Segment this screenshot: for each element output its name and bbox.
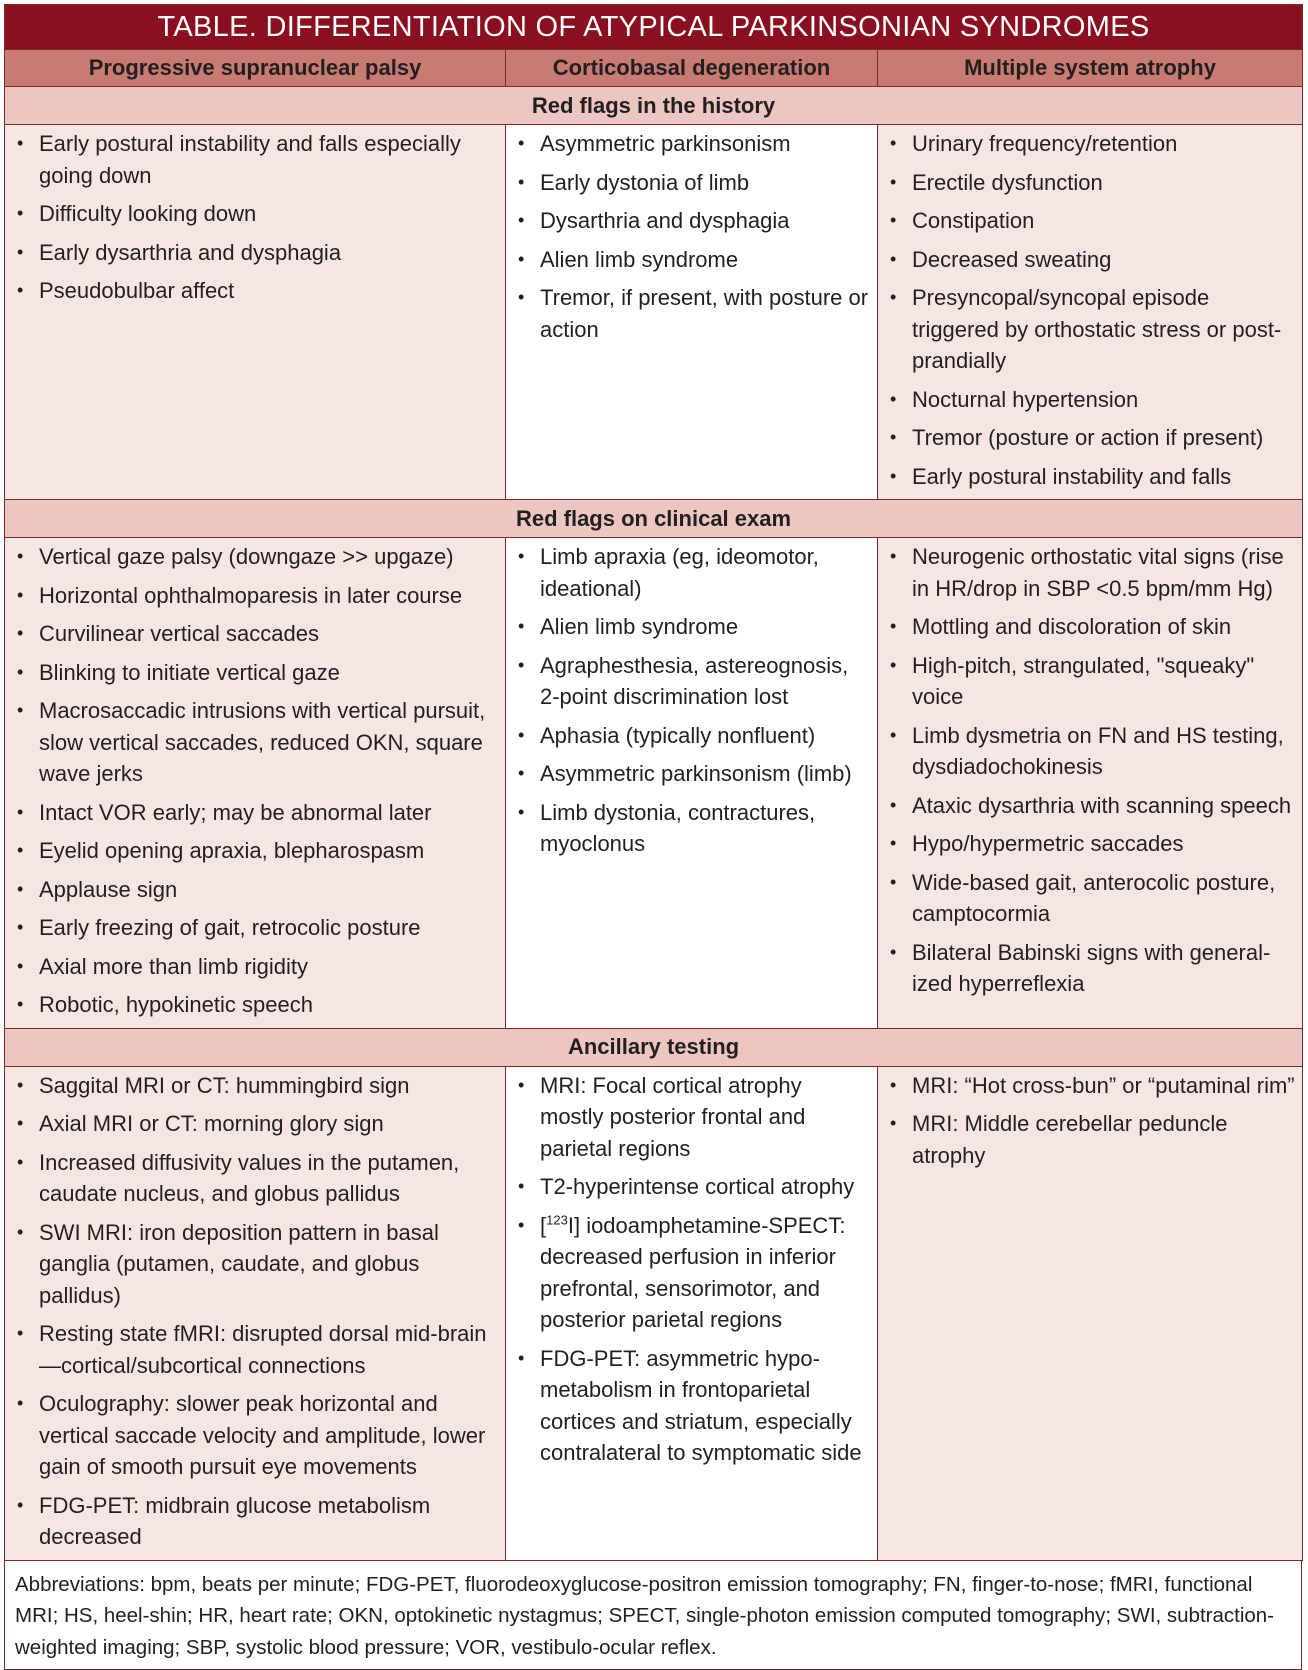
bullet-icon: • xyxy=(17,128,23,160)
bullet-icon: • xyxy=(17,618,23,650)
list-item-text: Urinary frequency/retention xyxy=(912,131,1177,156)
list-item xyxy=(886,720,1296,783)
bullet-icon: • xyxy=(890,937,896,969)
list-item-text: Ataxic dysarthria with scanning speech xyxy=(912,793,1291,818)
list-item xyxy=(514,244,871,276)
list-item-text: Macrosaccadic intrusions with vertical pursuit, slow vertical saccades, reduced OKN, square wave jerks xyxy=(39,698,485,786)
list-item-text: Early dysarthria and dysphagia xyxy=(39,240,341,265)
list-item xyxy=(886,790,1296,822)
bullet-icon: • xyxy=(890,1108,896,1140)
list-item-text: Tremor (posture or action if present) xyxy=(912,425,1263,450)
list-item xyxy=(514,1343,871,1469)
list-item-text: Asymmetric parkinsonism (limb) xyxy=(540,761,852,786)
list-item xyxy=(514,1171,871,1203)
bullet-icon: • xyxy=(890,541,896,573)
list-item xyxy=(514,758,871,790)
bullet-icon: • xyxy=(17,874,23,906)
list-item xyxy=(13,1070,499,1102)
history-cbd-list xyxy=(514,128,871,345)
list-item-text: Robotic, hypokinetic speech xyxy=(39,992,313,1017)
section-header-history: Red flags in the history xyxy=(5,87,1303,125)
list-item-text: Agraphesthesia, astereognosis, 2-point discrimination lost xyxy=(540,653,848,710)
list-item-text: Limb apraxia (eg, ideomotor, ideational) xyxy=(540,544,819,601)
bullet-icon: • xyxy=(17,1318,23,1350)
bullet-icon: • xyxy=(890,244,896,276)
list-item xyxy=(886,244,1296,276)
bullet-icon: • xyxy=(17,797,23,829)
bullet-icon: • xyxy=(17,237,23,269)
list-item xyxy=(886,128,1296,160)
list-item-text: Tremor, if present, with posture or action xyxy=(540,285,868,342)
list-item-text: Alien limb syndrome xyxy=(540,614,738,639)
list-item-text: Wide-based gait, anterocolic posture, camptocormia xyxy=(912,870,1275,927)
list-item-text: T2-hyperintense cortical atrophy xyxy=(540,1174,854,1199)
history-msa-cell xyxy=(878,125,1303,500)
list-item-text: Horizontal ophthalmoparesis in later course xyxy=(39,583,462,608)
parkinsonian-table-document xyxy=(4,4,1302,1670)
list-item xyxy=(514,720,871,752)
column-header-psp: Progressive supranuclear palsy xyxy=(5,50,506,87)
list-item xyxy=(13,695,499,790)
list-item xyxy=(13,989,499,1021)
list-item xyxy=(13,1490,499,1553)
bullet-icon: • xyxy=(17,580,23,612)
bullet-icon: • xyxy=(518,282,524,314)
bullet-icon: • xyxy=(518,1210,524,1242)
list-item-text: Axial more than limb rigidity xyxy=(39,954,308,979)
bullet-icon: • xyxy=(17,1217,23,1249)
bullet-icon: • xyxy=(17,1490,23,1522)
list-item xyxy=(886,167,1296,199)
bullet-icon: • xyxy=(890,205,896,237)
bullet-icon: • xyxy=(518,1171,524,1203)
list-item-text: Early dystonia of limb xyxy=(540,170,749,195)
list-item xyxy=(886,650,1296,713)
exam-psp-cell xyxy=(5,538,506,1029)
list-item xyxy=(13,1147,499,1210)
bullet-icon: • xyxy=(890,384,896,416)
list-item xyxy=(13,1388,499,1483)
list-item xyxy=(514,282,871,345)
bullet-icon: • xyxy=(890,282,896,314)
list-item-text: High-pitch, strangulated, "squeaky" voice xyxy=(912,653,1254,710)
list-item-text: iodoamphetamine-SPECT: decreased perfusion in inferior prefrontal, sensorimotor, and posterior parietal regions xyxy=(540,1213,845,1333)
list-item xyxy=(514,128,871,160)
list-item xyxy=(514,541,871,604)
list-item xyxy=(886,1070,1296,1102)
list-item xyxy=(13,541,499,573)
list-item xyxy=(13,951,499,983)
list-item xyxy=(886,867,1296,930)
list-item xyxy=(514,611,871,643)
list-item-text: Bilateral Babinski signs with general-ized hyperreflexia xyxy=(912,940,1270,997)
list-item xyxy=(514,205,871,237)
list-item-text: Asymmetric parkinsonism xyxy=(540,131,791,156)
ancillary-psp-list xyxy=(13,1070,499,1553)
list-item-text: MRI: Middle cerebellar peduncle atrophy xyxy=(912,1111,1228,1168)
bullet-icon: • xyxy=(17,198,23,230)
bullet-icon: • xyxy=(17,835,23,867)
list-item xyxy=(514,1210,871,1336)
column-header-cbd: Corticobasal degeneration xyxy=(506,50,878,87)
list-item-text: Intact VOR early; may be abnormal later xyxy=(39,800,432,825)
isotope-label: [$^{123}$I] xyxy=(540,1213,586,1238)
list-item-text: Hypo/hypermetric saccades xyxy=(912,831,1183,856)
bullet-icon: • xyxy=(890,461,896,493)
list-item-text: MRI: Focal cortical atrophy mostly posterior frontal and parietal regions xyxy=(540,1073,805,1161)
ancillary-msa-cell xyxy=(878,1066,1303,1560)
list-item-text: Presyncopal/syncopal episode triggered by orthostatic stress or post-prandially xyxy=(912,285,1281,373)
list-item-text: Nocturnal hypertension xyxy=(912,387,1138,412)
bullet-icon: • xyxy=(17,1388,23,1420)
list-item-text: Neurogenic orthostatic vital signs (rise in HR/drop in SBP <0.5 bpm/mm Hg) xyxy=(912,544,1284,601)
column-header-msa: Multiple system atrophy xyxy=(878,50,1303,87)
bullet-icon: • xyxy=(518,758,524,790)
list-item xyxy=(514,797,871,860)
list-item xyxy=(514,167,871,199)
isotope-element: I xyxy=(568,1213,574,1238)
list-item-text: Limb dysmetria on FN and HS testing, dysdiadochokinesis xyxy=(912,723,1284,780)
bullet-icon: • xyxy=(890,650,896,682)
list-item-text: Increased diffusivity values in the putamen, caudate nucleus, and globus pallidus xyxy=(39,1150,459,1207)
bullet-icon: • xyxy=(890,422,896,454)
list-item xyxy=(13,128,499,191)
list-item-text: Resting state fMRI: disrupted dorsal mid-brain—cortical/subcortical connections xyxy=(39,1321,487,1378)
history-psp-list xyxy=(13,128,499,307)
bullet-icon: • xyxy=(17,1108,23,1140)
list-item-text: Difficulty looking down xyxy=(39,201,256,226)
list-item-text: Vertical gaze palsy (downgaze >> upgaze) xyxy=(39,544,454,569)
list-item xyxy=(514,650,871,713)
list-item xyxy=(13,835,499,867)
list-item-text: Early postural instability and falls xyxy=(912,464,1231,489)
abbreviations-footnote: Abbreviations: bpm, beats per minute; FDG-PET, fluorodeoxyglucose-positron emission tomography; FN, finger-to-nose; fMRI, functional MRI; HS, heel-shin; HR, heart rate; OKN, optokinetic nystagmus; SPECT, single-photon emission computed tomography; SWI, subtraction-weighted imaging; SBP, systolic blood pressure; VOR, vestibulo-ocular reflex. xyxy=(4,1561,1302,1670)
list-item-text: FDG-PET: midbrain glucose metabolism decreased xyxy=(39,1493,430,1550)
list-item-text: Constipation xyxy=(912,208,1034,233)
list-item-text: Erectile dysfunction xyxy=(912,170,1103,195)
list-item-text: Decreased sweating xyxy=(912,247,1111,272)
bullet-icon: • xyxy=(518,244,524,276)
list-item xyxy=(13,797,499,829)
exam-msa-cell xyxy=(878,538,1303,1029)
bullet-icon: • xyxy=(890,611,896,643)
ancillary-cbd-cell xyxy=(506,1066,878,1560)
list-item-text: Saggital MRI or CT: hummingbird sign xyxy=(39,1073,409,1098)
list-item-text: Curvilinear vertical saccades xyxy=(39,621,319,646)
bullet-icon: • xyxy=(518,541,524,573)
list-item xyxy=(886,205,1296,237)
history-psp-cell xyxy=(5,125,506,500)
bullet-icon: • xyxy=(518,797,524,829)
bullet-icon: • xyxy=(890,867,896,899)
list-item-text: Oculography: slower peak horizontal and vertical saccade velocity and amplitude, lower gain of smooth pursuit eye movements xyxy=(39,1391,485,1479)
bullet-icon: • xyxy=(17,989,23,1021)
list-item-text: Aphasia (typically nonfluent) xyxy=(540,723,815,748)
list-item xyxy=(886,937,1296,1000)
bullet-icon: • xyxy=(518,128,524,160)
bullet-icon: • xyxy=(17,541,23,573)
bullet-icon: • xyxy=(890,128,896,160)
list-item xyxy=(13,580,499,612)
list-item-text: Applause sign xyxy=(39,877,177,902)
bullet-icon: • xyxy=(890,790,896,822)
differentiation-table xyxy=(4,4,1303,1561)
list-item xyxy=(13,1318,499,1381)
list-item xyxy=(13,618,499,650)
list-item-text: FDG-PET: asymmetric hypo-metabolism in frontoparietal cortices and striatum, especially contralateral to symptomatic side xyxy=(540,1346,862,1466)
list-item-text: Early freezing of gait, retrocolic posture xyxy=(39,915,421,940)
list-item-text: MRI: “Hot cross-bun” or “putaminal rim” xyxy=(912,1073,1295,1098)
history-msa-list xyxy=(886,128,1296,492)
bullet-icon: • xyxy=(17,1147,23,1179)
list-item xyxy=(886,828,1296,860)
bullet-icon: • xyxy=(17,1070,23,1102)
section-header-ancillary: Ancillary testing xyxy=(5,1028,1303,1066)
list-item xyxy=(13,198,499,230)
bullet-icon: • xyxy=(518,1343,524,1375)
bullet-icon: • xyxy=(518,205,524,237)
section-header-clinical-exam: Red flags on clinical exam xyxy=(5,500,1303,538)
ancillary-cbd-list xyxy=(514,1070,871,1469)
bullet-icon: • xyxy=(890,720,896,752)
list-item-text: Early postural instability and falls especially going down xyxy=(39,131,461,188)
bullet-icon: • xyxy=(518,720,524,752)
list-item-text: Blinking to initiate vertical gaze xyxy=(39,660,340,685)
list-item xyxy=(514,1070,871,1165)
list-item-text: Eyelid opening apraxia, blepharospasm xyxy=(39,838,424,863)
bullet-icon: • xyxy=(17,275,23,307)
list-item xyxy=(13,275,499,307)
bullet-icon: • xyxy=(890,828,896,860)
list-item xyxy=(886,384,1296,416)
list-item-text: Limb dystonia, contractures, myoclonus xyxy=(540,800,815,857)
bullet-icon: • xyxy=(518,1070,524,1102)
bullet-icon: • xyxy=(518,167,524,199)
list-item xyxy=(13,912,499,944)
isotope-mass: 123 xyxy=(546,1212,568,1227)
bullet-icon: • xyxy=(17,695,23,727)
table-title: TABLE. DIFFERENTIATION OF ATYPICAL PARKINSONIAN SYNDROMES xyxy=(5,5,1303,50)
list-item xyxy=(886,422,1296,454)
list-item xyxy=(13,1108,499,1140)
list-item-text: Dysarthria and dysphagia xyxy=(540,208,789,233)
bullet-icon: • xyxy=(518,650,524,682)
ancillary-psp-cell xyxy=(5,1066,506,1560)
list-item xyxy=(13,237,499,269)
list-item-text: Axial MRI or CT: morning glory sign xyxy=(39,1111,384,1136)
exam-psp-list xyxy=(13,541,499,1021)
list-item xyxy=(886,611,1296,643)
list-item-text: Mottling and discoloration of skin xyxy=(912,614,1231,639)
list-item xyxy=(13,1217,499,1312)
history-cbd-cell xyxy=(506,125,878,500)
bullet-icon: • xyxy=(17,657,23,689)
exam-cbd-cell xyxy=(506,538,878,1029)
bullet-icon: • xyxy=(17,912,23,944)
list-item xyxy=(886,282,1296,377)
exam-msa-list xyxy=(886,541,1296,1000)
bullet-icon: • xyxy=(17,951,23,983)
list-item xyxy=(13,874,499,906)
list-item xyxy=(886,461,1296,493)
bullet-icon: • xyxy=(518,611,524,643)
list-item-text: Alien limb syndrome xyxy=(540,247,738,272)
list-item-text: Pseudobulbar affect xyxy=(39,278,234,303)
exam-cbd-list xyxy=(514,541,871,860)
ancillary-msa-list xyxy=(886,1070,1296,1172)
list-item xyxy=(13,657,499,689)
bullet-icon: • xyxy=(890,1070,896,1102)
bullet-icon: • xyxy=(890,167,896,199)
list-item-text: SWI MRI: iron deposition pattern in basal ganglia (putamen, caudate, and globus pallidus) xyxy=(39,1220,439,1308)
list-item xyxy=(886,541,1296,604)
list-item xyxy=(886,1108,1296,1171)
